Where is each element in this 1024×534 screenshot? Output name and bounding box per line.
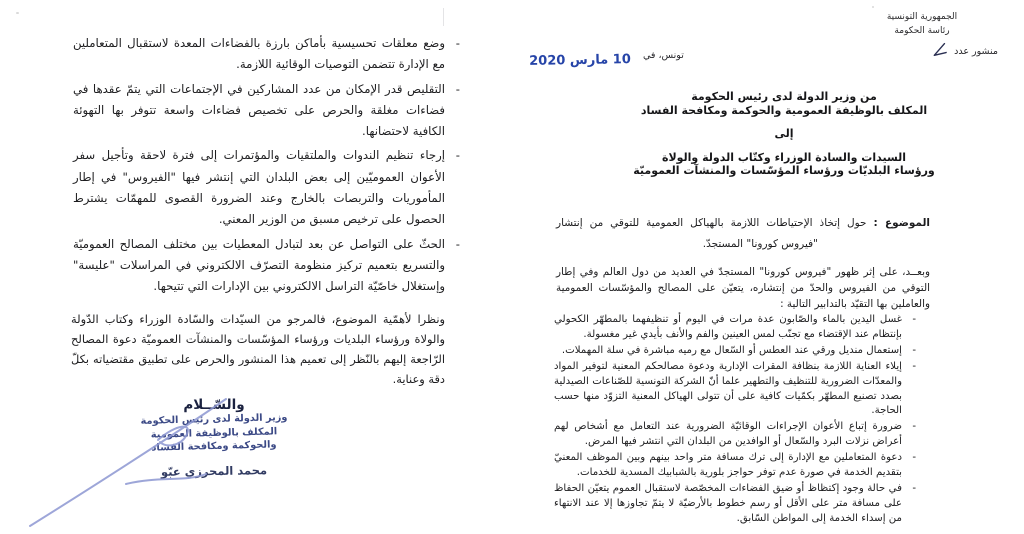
sender-line-1: من وزير الدولة لدى رئيس الحكومة — [691, 90, 877, 103]
precaution-item: - التقليص قدر الإمكان من عدد المشاركين في الإجتماعات التي يتمّ عقدها في فضاءات مغلقة والحرص على تخصيص فضاءات واسعة تتوفر بها التهوئة الكافية لاحتضانها. — [73, 79, 445, 143]
precaution-item: - وضع معلقات تحسيسية بأماكن بارزة بالفضاءات المعدة لاستقبال المتعاملين مع الإدارة تتضمن التوصيات الوقائية اللازمة. — [73, 33, 445, 76]
precaution-item: - غسل اليدين بالماء والصّابون عدة مرات في اليوم أو تنظيفهما بالمطهّر الكحولي بإنتظام عند الإقتضاء مع تجنّب لمس العينين والفم والأنف بأيدي غير مغسولة. — [554, 313, 902, 343]
scan-scratch — [443, 8, 444, 26]
precautions-list-page-1 — [554, 313, 902, 528]
recipient-line-1: السيدات والسادة الوزراء وكتّاب الدولة والولاة — [661, 150, 907, 164]
precaution-item: - في حالة وجود إكتظاظ أو ضيق الفضاءات المخصّصة لاستقبال العموم يتعيّن الحفاظ على مسافة متر على الأقل أو رسم خطوط بالأرضيّة لا يتمّ تجاوزها إلا عند الانتهاء من إسداء الخدمة إلى المواطن السّابق. — [554, 482, 902, 527]
address-block — [594, 90, 974, 178]
signatory-title-line-3: والحوكمة ومكافحة الفساد — [151, 439, 277, 454]
circular-number-label: منشور عدد — [954, 45, 998, 57]
date-stamp: 10 مارس 2020 — [529, 52, 631, 69]
signatory-name: محمد المحرزي عبّو — [160, 462, 268, 479]
letterhead — [862, 10, 982, 38]
handwritten-number-one — [930, 40, 947, 61]
precaution-item: - دعوة المتعاملين مع الإدارة إلى ترك مسافة متر واحد بينهم وبين الموظف المعنيّ بتقديم الخدمة في صورة عدم توفر حواجز بلورية بالشبابيك المسدية للخدمات. — [554, 451, 902, 481]
sender-line-2: المكلف بالوظيفة العمومية والحوكمة ومكافحة الفساد — [640, 103, 928, 117]
precaution-item: - إستعمال منديل ورقي عند العطس أو السّعال مع رميه مباشرة في سلة المهملات. — [554, 344, 902, 359]
recipient-line-2: ورؤساء البلديّات ورؤساء المؤسّسات والمنشآت العموميّة — [633, 164, 935, 177]
scan-speck — [872, 6, 874, 8]
letterhead-office: رئاسة الحكومة — [894, 26, 950, 36]
subject-text: حول إتخاذ الإحتياطات اللازمة بالهياكل العمومية للتوقي من إنتشار "فيروس كورونا" المستجدّ. — [556, 217, 867, 250]
closing-paragraph: ونظرا لأهمّية الموضوع، فالمرجو من السيّدات والسّادة الوزراء وكتاب الدّولة والولاة ورؤساء البلديات ورؤساء المؤسّسات والمنشآت العموميّة دعوة المصالح الرّاجعة إليهم بالنّظر إلى تعميم هذا المنشور والحرص على تطبيق مقتضياته بكلّ دقة وعناية. — [71, 312, 445, 386]
precaution-item: - الحثّ على التواصل عن بعد لتبادل المعطيات بين مختلف المصالح العموميّة والتسريع بتعميم تركيز منظومة التصرّف الالكتروني في المراسلات "عليسة" وإستغلال خاصّيّة التراسل الالكتروني بين الإدارات التي تتيحها. — [73, 234, 445, 298]
closing-salutation: والسّــلام — [183, 397, 245, 413]
subject-block — [556, 213, 930, 255]
precautions-list-page-2 — [73, 33, 445, 301]
precaution-item: - ضرورة إتباع الأعوان الإجراءات الوقائيّة الضرورية عند التعامل مع أشخاص لهم أعراض نزلات البرد والسّعال أو الوافدين من البلدان التي انتشر فيها المرض. — [554, 420, 902, 450]
to-label: إلى — [774, 127, 794, 140]
dateline-place: تونس، في — [643, 50, 684, 61]
signature-block — [126, 397, 302, 478]
intro-paragraph: وبعــد، على إثر ظهور "فيروس كورونا" المستجدّ في العديد من دول العالم وفي إطار التوقي من الفيروس والحدّ من إنتشاره، يتعيّن على المصالح والمؤسّسات العمومية والعاملين بها التقيّد بالتدابير التالية : — [556, 266, 930, 310]
signatory-title-line-1: وزير الدولة لدى رئيس الحكومة — [140, 412, 288, 427]
precaution-item: - إيلاء العناية اللازمة بنظافة المقرات الإدارية ودعوة مصالحكم المعنية لتوفير المواد والمعدّات الضرورية للتنظيف والتطهير علما أنّ الشركة التونسية للصّناعات الصيدلية بصدد تصنيع المطهّر بكمّيات كافية على أن تتولى الهياكل المعنية التزوّد منها حسب الحاجة. — [554, 360, 902, 420]
letterhead-country: الجمهورية التونسية — [886, 12, 958, 22]
precaution-item: - إرجاء تنظيم الندوات والملتقيات والمؤتمرات إلى فترة لاحقة وتأجيل سفر الأعوان العموميّين إلى بعض البلدان التي إنتشر فيها "الفيروس" في إطار المأموريات والتربصات بالخارج وعند الضرورة القصوى للمهمّات يشترط الحصول على ترخيص مسبق من الوزير المعني. — [73, 145, 445, 230]
subject-label: الموضوع : — [873, 217, 931, 229]
document-page-1 — [512, 0, 1024, 534]
signatory-title-line-2: المكلف بالوظيفة العمومية — [150, 425, 278, 441]
scan-speck — [16, 12, 19, 14]
circular-number-row — [931, 41, 998, 61]
